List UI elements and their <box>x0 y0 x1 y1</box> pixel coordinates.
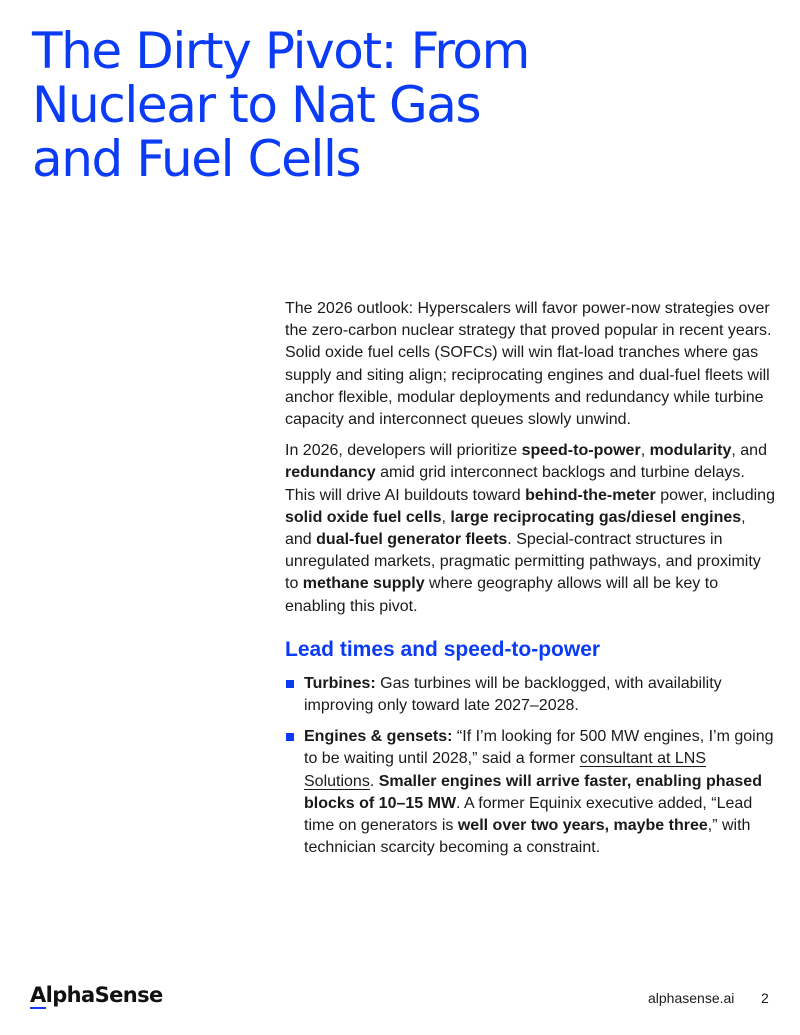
para2-text-5: power, including <box>655 486 775 504</box>
para2-bold-fuel-cells: solid oxide fuel cells <box>285 508 442 526</box>
para2-text-8: . Special-contract structures in unregulated markets, pragmatic permitting pathways, and proximity to <box>285 531 761 593</box>
para2-text-9: where geography allows will all be key to enabling this pivot. <box>285 575 719 615</box>
page-title <box>32 24 672 186</box>
bullet-turbines-text: Gas turbines will be backlogged, with availability improving only toward late 2027–2028. <box>304 674 722 715</box>
para2-text-2: , <box>640 442 650 460</box>
para2-bold-generator-fleets: dual-fuel generator fleets <box>316 531 508 549</box>
para2-bold-reciprocating-engines: large reciprocating gas/diesel engines <box>450 508 742 526</box>
para2-text-4: amid grid interconnect backlogs and turbine delays. This will drive AI buildouts toward <box>285 464 745 504</box>
bullet-engines-label: Engines & gensets: <box>304 728 453 746</box>
consultant-link[interactable]: consultant at LNS Solutions <box>304 750 706 790</box>
title-line-1: The Dirty Pivot: From <box>32 22 529 80</box>
outlook-paragraph <box>285 440 775 618</box>
title-line-2: Nuclear to Nat Gas <box>32 76 481 134</box>
footer-website: alphasense.ai <box>648 990 735 1006</box>
para2-bold-speed-to-power: speed-to-power <box>521 442 641 460</box>
para2-bold-behind-the-meter: behind-the-meter <box>525 486 656 504</box>
alphasense-logo <box>30 983 163 1013</box>
para2-bold-redundancy: redundancy <box>285 464 376 482</box>
bullet-engines-bold-2: well over two years, maybe three <box>457 817 708 835</box>
page-number: 2 <box>761 990 769 1006</box>
section-heading: Lead times and speed-to-power <box>285 637 601 661</box>
bullet-turbines-label: Turbines: <box>304 674 376 692</box>
bullet-engines-text-3: . A former Equinix executive added, “Lead time on generators is <box>304 794 753 835</box>
para2-bold-methane-supply: methane supply <box>302 575 425 593</box>
para2-text-6: , <box>441 508 451 526</box>
bullet-engines-text-4: ,” with technician scarcity becoming a constraint. <box>304 817 751 857</box>
bullet-engines-text-2: . <box>369 772 379 790</box>
bullet-engines <box>285 726 775 859</box>
title-line-3: and Fuel Cells <box>32 130 361 188</box>
bullet-engines-bold-1: Smaller engines will arrive faster, enabling phased blocks of 10–15 MW <box>304 772 762 812</box>
main-content <box>285 298 775 868</box>
bullet-turbines <box>285 673 775 717</box>
logo-wordmark-rest: lphaSense <box>45 983 163 1007</box>
para2-text-3: , and <box>731 442 767 460</box>
para2-text-1: In 2026, developers will prioritize <box>285 442 522 460</box>
bullet-square-icon <box>286 733 294 741</box>
logo-letter-a: A <box>30 983 46 1007</box>
lead-times-list <box>285 673 775 860</box>
bullet-square-icon <box>286 680 294 688</box>
para2-text-7: , and <box>285 508 746 549</box>
bullet-engines-text-1: “If I’m looking for 500 MW engines, I’m going to be waiting until 2028,” said a former <box>304 728 774 768</box>
intro-paragraph: The 2026 outlook: Hyperscalers will favor power-now strategies over the zero-carbon nuclear strategy that proved popular in recent years. Solid oxide fuel cells (SOFCs) will win flat-load tranches where gas supply and siting align; reciprocating engines and dual-fuel fleets will anchor flexible, modular deployments and redundancy while turbine capacity and interconnect queues slowly unwind. <box>285 300 772 429</box>
para2-bold-modularity: modularity <box>649 442 732 460</box>
